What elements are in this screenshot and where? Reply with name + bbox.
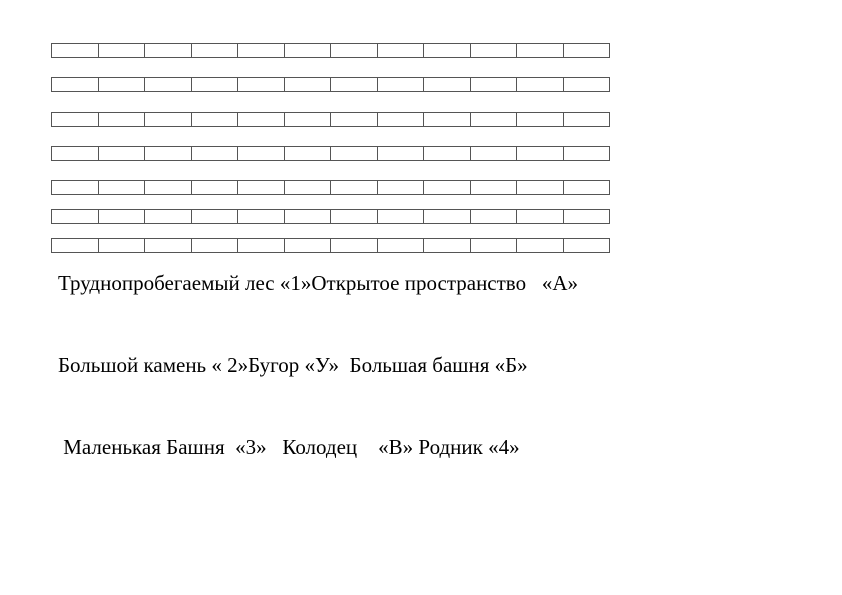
grid-cell bbox=[424, 77, 471, 92]
grid-cell bbox=[424, 43, 471, 58]
grid-cell bbox=[424, 238, 471, 253]
grid-row bbox=[51, 112, 610, 127]
grid-cell bbox=[564, 180, 611, 195]
grid-cell bbox=[145, 238, 192, 253]
grid-cell bbox=[99, 146, 146, 161]
grid-cell bbox=[192, 146, 239, 161]
grid-cell bbox=[331, 209, 378, 224]
legend-line-3: Маленькая Башня «3» Колодец «В» Родник «4» bbox=[58, 435, 520, 459]
grid-cell bbox=[517, 180, 564, 195]
grid-cell bbox=[517, 209, 564, 224]
grid-cell bbox=[378, 77, 425, 92]
grid-cell bbox=[331, 180, 378, 195]
grid-cell bbox=[99, 112, 146, 127]
grid-cell bbox=[99, 43, 146, 58]
grid-cell bbox=[564, 77, 611, 92]
grid-cell bbox=[517, 43, 564, 58]
grid-cell bbox=[99, 77, 146, 92]
grid-cell bbox=[331, 77, 378, 92]
grid-cell bbox=[52, 112, 99, 127]
grid-cell bbox=[564, 238, 611, 253]
grid-row bbox=[51, 209, 610, 224]
grid-cell bbox=[564, 146, 611, 161]
grid-cell bbox=[517, 77, 564, 92]
grid-row bbox=[51, 180, 610, 195]
grid-cell bbox=[331, 43, 378, 58]
grid-cell bbox=[517, 112, 564, 127]
grid-cell bbox=[285, 146, 332, 161]
grid-cell bbox=[192, 238, 239, 253]
grid-row bbox=[51, 77, 610, 92]
grid-cell bbox=[145, 209, 192, 224]
grid-cell bbox=[285, 238, 332, 253]
grid-cell bbox=[331, 112, 378, 127]
grid-cell bbox=[285, 112, 332, 127]
grid-cell bbox=[192, 43, 239, 58]
grid-cell bbox=[564, 43, 611, 58]
grid-cell bbox=[378, 238, 425, 253]
grid-row bbox=[51, 238, 610, 253]
grid-cell bbox=[192, 180, 239, 195]
grid-cell bbox=[285, 43, 332, 58]
grid-cell bbox=[238, 146, 285, 161]
grid-cell bbox=[378, 180, 425, 195]
grid-cell bbox=[471, 180, 518, 195]
grid-cell bbox=[517, 146, 564, 161]
grid-cell bbox=[331, 146, 378, 161]
grid-cell bbox=[564, 209, 611, 224]
grid-cell bbox=[145, 146, 192, 161]
grid-cell bbox=[378, 209, 425, 224]
grid-cell bbox=[285, 77, 332, 92]
grid-cell bbox=[471, 43, 518, 58]
grid-cell bbox=[99, 238, 146, 253]
grid-cell bbox=[378, 112, 425, 127]
grid-cell bbox=[99, 180, 146, 195]
grid-cell bbox=[238, 112, 285, 127]
grid-cell bbox=[99, 209, 146, 224]
grid-cell bbox=[378, 43, 425, 58]
grid-cell bbox=[52, 146, 99, 161]
grid-cell bbox=[238, 77, 285, 92]
grid-cell bbox=[285, 209, 332, 224]
grid-cell bbox=[52, 209, 99, 224]
grid-cell bbox=[424, 112, 471, 127]
grid-cell bbox=[145, 77, 192, 92]
grid-cell bbox=[192, 77, 239, 92]
grid-cell bbox=[517, 238, 564, 253]
grid-cell bbox=[424, 180, 471, 195]
grid-cell bbox=[52, 77, 99, 92]
grid-cell bbox=[145, 180, 192, 195]
grid-cell bbox=[378, 146, 425, 161]
grid-cell bbox=[471, 77, 518, 92]
grid-cell bbox=[424, 209, 471, 224]
legend-line-1: Труднопробегаемый лес «1»Открытое пространство «А» bbox=[58, 271, 578, 295]
grid-cell bbox=[471, 209, 518, 224]
grid-cell bbox=[285, 180, 332, 195]
grid-row bbox=[51, 146, 610, 161]
grid-cell bbox=[471, 112, 518, 127]
grid-cell bbox=[192, 112, 239, 127]
grid-cell bbox=[145, 112, 192, 127]
grid-cell bbox=[238, 43, 285, 58]
grid-cell bbox=[52, 238, 99, 253]
grid-cell bbox=[192, 209, 239, 224]
grid-cell bbox=[471, 238, 518, 253]
grid-cell bbox=[331, 238, 378, 253]
grid-cell bbox=[52, 180, 99, 195]
grid-cell bbox=[238, 180, 285, 195]
grid-cell bbox=[238, 238, 285, 253]
grid-row bbox=[51, 43, 610, 58]
grid-cell bbox=[145, 43, 192, 58]
grid-cell bbox=[471, 146, 518, 161]
legend-line-2: Большой камень « 2»Бугор «У» Большая башня «Б» bbox=[58, 353, 528, 377]
grid-cell bbox=[238, 209, 285, 224]
grid-cell bbox=[52, 43, 99, 58]
grid-cell bbox=[564, 112, 611, 127]
grid-cell bbox=[424, 146, 471, 161]
